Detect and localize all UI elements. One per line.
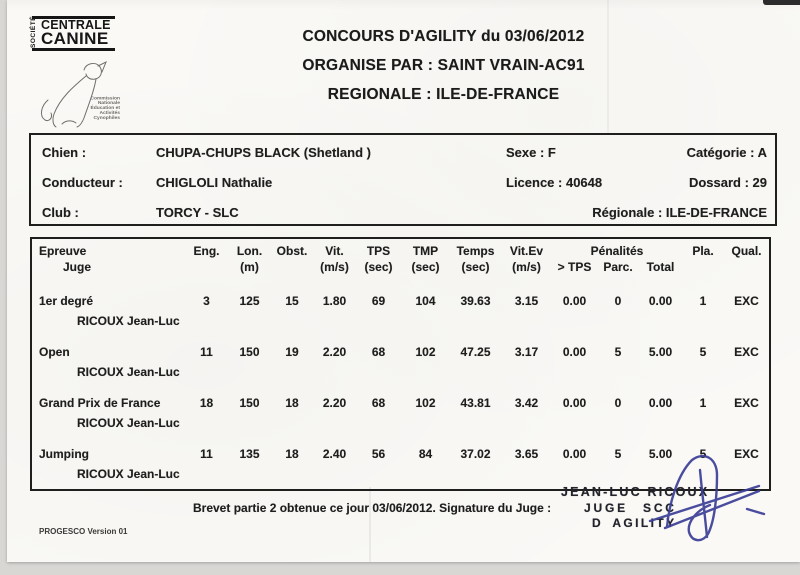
result-value: 125 — [239, 294, 260, 308]
col-eng: Eng. — [193, 244, 220, 258]
scc-centrale-label: CENTRALE — [41, 18, 111, 32]
col-epreuve: Epreuve — [39, 244, 87, 258]
result-value: 3.42 — [514, 396, 539, 410]
col-penalites: Pénalités — [590, 244, 644, 258]
dossard-value: Dossard : 29 — [688, 175, 767, 190]
col-vit: Vit. — [325, 244, 344, 258]
scan-crease — [369, 487, 371, 562]
col-pen-total: Total — [646, 260, 675, 274]
document-header — [107, 22, 780, 109]
result-value: 2.40 — [322, 447, 347, 461]
result-value: 68 — [371, 396, 386, 410]
col-pla: Pla. — [692, 244, 714, 258]
result-value: 19 — [285, 345, 299, 359]
organizer-line: ORGANISE PAR : SAINT VRAIN-AC91 — [302, 57, 585, 74]
result-value: 3 — [203, 294, 210, 308]
results-header-row-1 — [32, 244, 769, 259]
result-value: 68 — [371, 345, 386, 359]
regionale-line: REGIONALE : ILE-DE-FRANCE — [327, 86, 560, 103]
result-value: 0.00 — [562, 345, 587, 359]
categorie-value: Catégorie : A — [686, 145, 767, 160]
result-value: 69 — [371, 294, 386, 308]
result-value: 0.00 — [648, 294, 673, 308]
juge-name: RICOUX Jean-Luc — [77, 467, 180, 481]
result-value: 102 — [415, 345, 436, 359]
result-value: 18 — [285, 447, 299, 461]
col-qual: Qual. — [731, 244, 762, 258]
result-value: 0.00 — [562, 447, 587, 461]
info-row-conducteur — [31, 175, 775, 191]
scan-smudge — [763, 0, 800, 5]
col-obst: Obst. — [276, 244, 308, 258]
result-row — [32, 291, 769, 331]
col-tmp: TMP — [412, 244, 439, 258]
chien-label: Chien : — [42, 145, 87, 160]
judge-stamp-discipline: D AGILITY — [592, 516, 677, 530]
col-temps-unit: (sec) — [461, 260, 490, 274]
result-value: 0 — [614, 294, 622, 308]
result-value: 18 — [285, 396, 299, 410]
result-value: 84 — [418, 447, 433, 461]
scc-commission-label: Commission Nationale Éducation et Activités Cynophiles — [90, 96, 120, 121]
result-value: 150 — [239, 345, 260, 359]
col-tps-unit: (sec) — [364, 260, 393, 274]
result-value: 15 — [285, 294, 299, 308]
result-value: 3.17 — [514, 345, 539, 359]
col-vitev-unit: (m/s) — [512, 260, 541, 274]
result-value: 56 — [371, 447, 386, 461]
result-value: 104 — [415, 294, 436, 308]
result-value: EXC — [734, 294, 759, 308]
result-value: EXC — [734, 396, 759, 410]
result-value: 135 — [239, 447, 260, 461]
scc-logo — [32, 16, 118, 128]
col-tmp-unit: (sec) — [411, 260, 440, 274]
scc-canine-label: CANINE — [41, 29, 109, 48]
result-value: 0.00 — [648, 396, 673, 410]
info-row-chien — [31, 145, 775, 161]
result-value: 150 — [239, 396, 260, 410]
result-value: 1 — [699, 396, 707, 410]
judge-stamp-name: JEAN-LUC RICOUX — [561, 485, 710, 499]
dog-info-box — [29, 133, 777, 226]
conducteur-value: CHIGLOLI Nathalie — [156, 175, 273, 190]
col-lon: Lon. — [236, 244, 263, 258]
judge-signature — [642, 450, 772, 550]
result-value: 5 — [614, 447, 622, 461]
results-header-row-2 — [32, 260, 769, 275]
result-value: EXC — [734, 345, 759, 359]
col-lon-unit: (m) — [240, 260, 259, 274]
club-regionale-value: Régionale : ILE-DE-FRANCE — [592, 205, 767, 220]
juge-name: RICOUX Jean-Luc — [77, 416, 180, 430]
scc-societe-label: SOCIÉTÉ — [30, 15, 37, 48]
result-value: 3.65 — [514, 447, 539, 461]
result-value: 37.02 — [460, 447, 491, 461]
result-value: 5.00 — [648, 345, 673, 359]
epreuve-name: Open — [39, 345, 70, 359]
result-value: 2.20 — [322, 396, 347, 410]
result-value: 0.00 — [562, 396, 587, 410]
result-value: 0.00 — [562, 294, 587, 308]
result-value: 11 — [200, 345, 213, 359]
result-value: 39.63 — [460, 294, 491, 308]
col-vitev: Vit.Ev — [509, 244, 544, 258]
result-value: 0 — [614, 396, 622, 410]
brevet-note: Brevet partie 2 obtenue ce jour 03/06/2012. Signature du Juge : — [193, 501, 552, 515]
col-pen-parc: Parc. — [603, 260, 633, 274]
result-value: 3.15 — [514, 294, 539, 308]
judge-stamp-title: JUGE SCC — [584, 501, 677, 515]
info-row-club — [31, 205, 775, 221]
epreuve-name: Grand Prix de France — [39, 396, 161, 410]
col-pen-tps: > TPS — [557, 260, 592, 274]
result-value: 5 — [614, 345, 622, 359]
juge-name: RICOUX Jean-Luc — [77, 365, 180, 379]
result-value: 102 — [415, 396, 436, 410]
club-value: TORCY - SLC — [156, 205, 239, 220]
licence-value: Licence : 40648 — [506, 175, 603, 190]
scc-wordmark — [32, 16, 115, 51]
result-value: 5.00 — [648, 447, 673, 461]
sexe-value: Sexe : F — [506, 145, 556, 160]
progesco-version: PROGESCO Version 01 — [39, 527, 128, 536]
epreuve-name: Jumping — [39, 447, 89, 461]
col-temps: Temps — [456, 244, 495, 258]
col-vit-unit: (m/s) — [320, 260, 349, 274]
chien-value: CHUPA-CHUPS BLACK (Shetland ) — [156, 145, 371, 160]
col-tps: TPS — [366, 244, 391, 258]
result-value: 18 — [199, 396, 214, 410]
epreuve-name: 1er degré — [39, 294, 94, 308]
juge-name: RICOUX Jean-Luc — [77, 314, 180, 328]
result-value: 1 — [699, 294, 707, 308]
contest-title: CONCOURS D'AGILITY du 03/06/2012 — [302, 28, 585, 45]
result-value: 11 — [200, 447, 213, 461]
result-value: 1.80 — [322, 294, 347, 308]
result-value: 5 — [699, 447, 707, 461]
result-value: 47.25 — [460, 345, 491, 359]
result-row — [32, 342, 769, 382]
club-label: Club : — [42, 205, 79, 220]
result-value: 5 — [699, 345, 707, 359]
scanned-document — [7, 0, 800, 562]
result-row — [32, 393, 769, 433]
result-value: 43.81 — [460, 396, 491, 410]
result-value: EXC — [734, 447, 759, 461]
col-juge: Juge — [63, 260, 92, 274]
result-value: 2.20 — [322, 345, 347, 359]
conducteur-label: Conducteur : — [42, 175, 123, 190]
